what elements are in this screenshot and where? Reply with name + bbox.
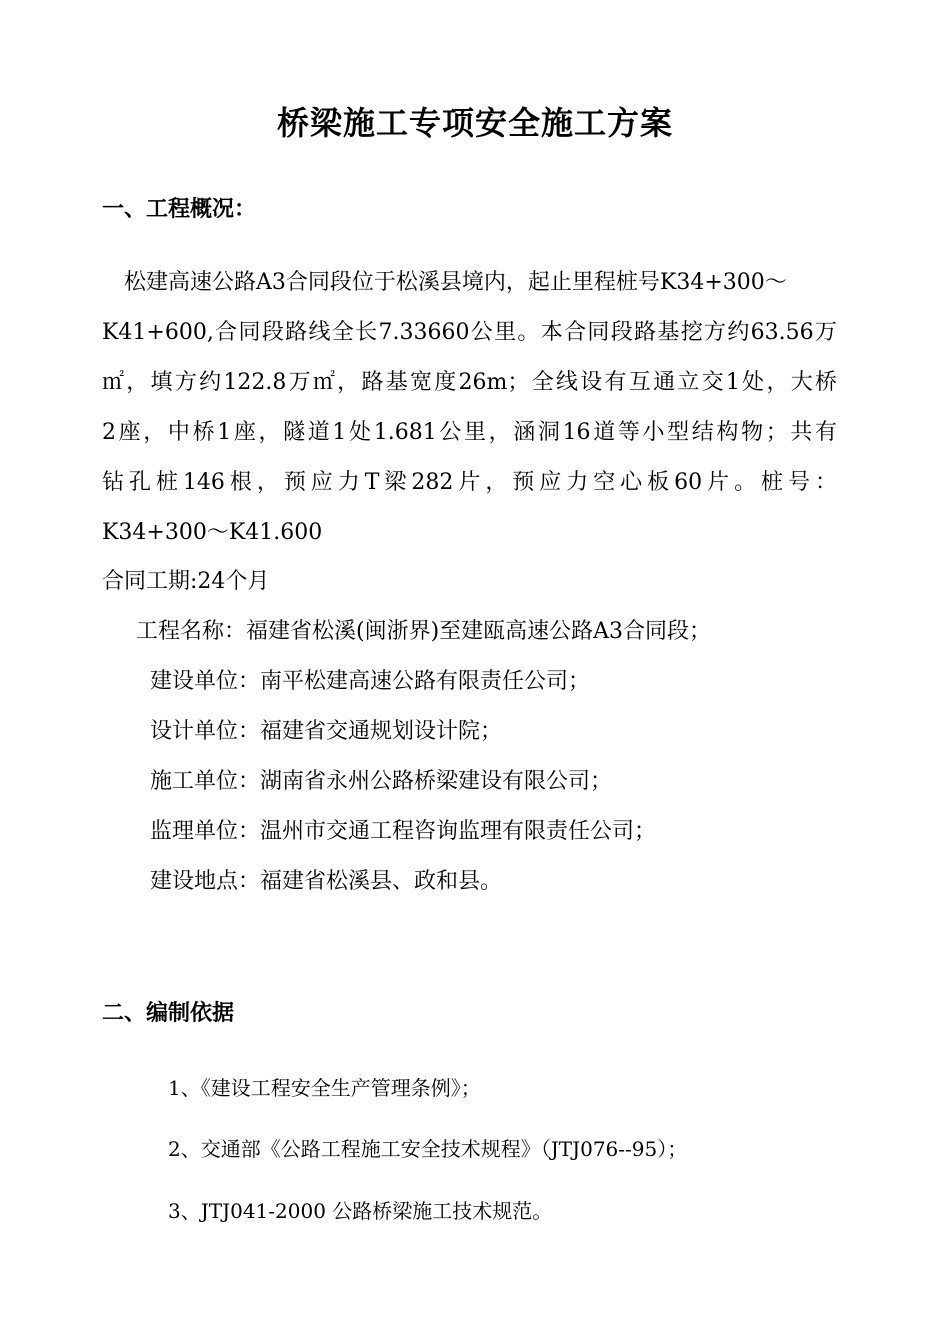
construction-location: 建设地点：福建省松溪县、政和县。 [150, 869, 503, 894]
overview-line: 2座，中桥1座，隧道1处1.681公里，涵洞16道等小型结构物；共有 [102, 420, 837, 445]
section-heading-basis: 二、编制依据 [102, 1000, 235, 1026]
overview-line: K41+600,合同段路线全长7.33660公里。本合同段路基挖方约63.56万 [102, 320, 837, 345]
section-heading-overview: 一、工程概况： [102, 196, 257, 222]
reference-item: 1、《建设工程安全生产管理条例》； [168, 1076, 481, 1100]
overview-line: K34+300～K41.600 [102, 520, 323, 545]
overview-line: 钻孔桩146根，预应力T梁282片，预应力空心板60片。桩号： [102, 470, 837, 495]
construction-unit: 施工单位：湖南省永州公路桥梁建设有限公司； [150, 769, 613, 794]
reference-item: 3、JTJ041-2000 公路桥梁施工技术规范。 [168, 1199, 553, 1223]
supervision-unit: 监理单位：温州市交通工程咨询监理有限责任公司； [150, 819, 657, 844]
builder-unit: 建设单位：南平松建高速公路有限责任公司； [150, 669, 591, 694]
contract-period: 合同工期:24个月 [102, 569, 270, 594]
overview-line: ㎡，填方约122.8万㎡，路基宽度26m；全线设有互通立交1处，大桥 [102, 370, 837, 395]
document-title: 桥梁施工专项安全施工方案 [276, 104, 673, 142]
design-unit: 设计单位：福建省交通规划设计院； [150, 719, 503, 744]
project-name: 工程名称：福建省松溪(闽浙界)至建瓯高速公路A3合同段； [136, 619, 712, 644]
overview-line: 松建高速公路A3合同段位于松溪县境内，起止里程桩号K34+300～ [124, 270, 787, 295]
reference-item: 2、交通部《公路工程施工安全技术规程》（JTJ076--95）； [168, 1137, 688, 1161]
